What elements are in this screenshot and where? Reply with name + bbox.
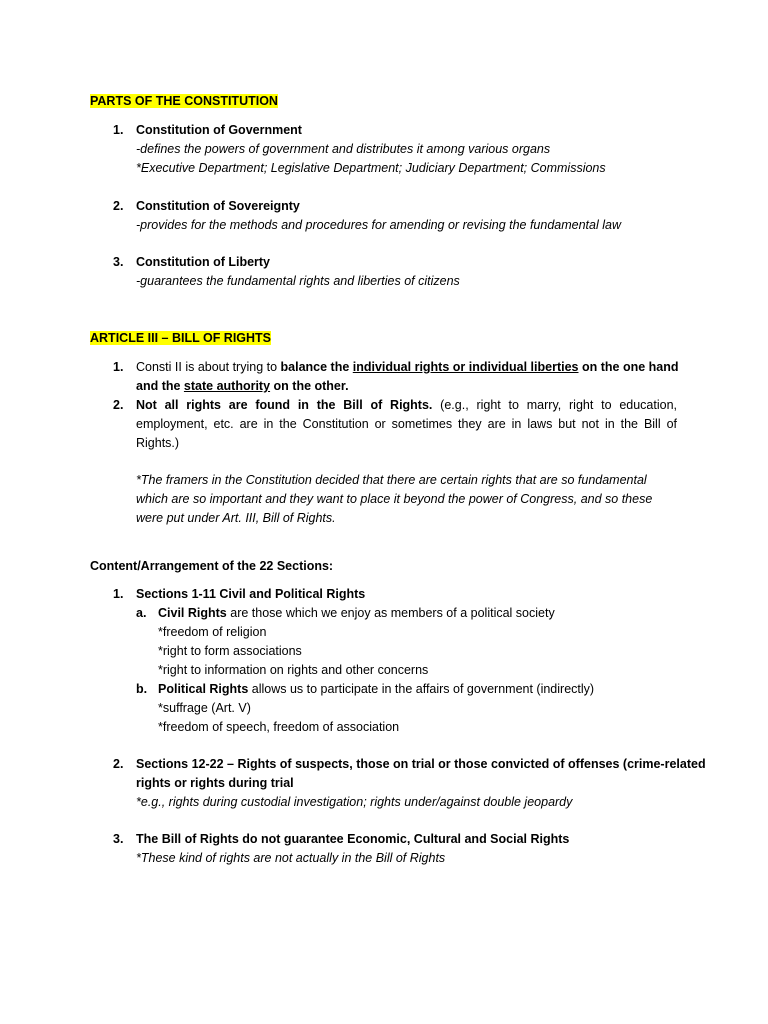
political-rights-term: Political Rights: [158, 682, 249, 696]
framers-note-line-2: which are so important and they want to place it beyond the power of Congress, and so these: [136, 492, 653, 506]
political-rights-item: *suffrage (Art. V): [158, 701, 251, 715]
part-3-title: Constitution of Liberty: [136, 255, 271, 269]
sections-2-title-line-1: Sections 12-22 – Rights of suspects, those on trial or those convicted of offenses (crime-related: [136, 757, 706, 771]
sections-1-number: 1.: [113, 587, 124, 601]
civil-rights-item: *right to information on rights and other concerns: [158, 663, 429, 677]
art3-item-2-bold: Not all rights are found in the Bill of Rights.: [136, 398, 433, 412]
art3-item-1-text-a: Consti II is about trying to: [136, 360, 281, 374]
civil-rights-item: *right to form associations: [158, 644, 302, 658]
framers-note-line-3: were put under Art. III, Bill of Rights.: [136, 511, 336, 525]
political-rights-letter: b.: [136, 682, 148, 696]
political-rights-line: [158, 680, 594, 699]
part-1-description: -defines the powers of government and distributes it among various organs: [136, 142, 551, 156]
political-rights-definition: allows us to participate in the affairs of government (indirectly): [248, 682, 595, 696]
civil-rights-line: [158, 604, 555, 623]
part-1-number: 1.: [113, 123, 124, 137]
sections-3-note: *These kind of rights are not actually in the Bill of Rights: [136, 851, 446, 865]
art3-item-1-text-g: on the other.: [270, 379, 349, 393]
civil-rights-term: Civil Rights: [158, 606, 227, 620]
content-arrangement-heading: Content/Arrangement of the 22 Sections:: [90, 559, 334, 573]
part-2-description: -provides for the methods and procedures for amending or revising the fundamental law: [136, 218, 621, 232]
art3-item-1-line-1: [136, 358, 679, 377]
political-rights-item: *freedom of speech, freedom of association: [158, 720, 400, 734]
art3-item-1-text-c: individual rights or individual liberties: [352, 360, 579, 374]
part-1-note: *Executive Department; Legislative Department; Judiciary Department; Commissions: [136, 161, 606, 175]
art3-item-1-text-e: and the: [136, 379, 184, 393]
part-2-number: 2.: [113, 199, 124, 213]
civil-rights-definition: are those which we enjoy as members of a political society: [226, 606, 555, 620]
sections-2-number: 2.: [113, 757, 124, 771]
part-3-description: -guarantees the fundamental rights and liberties of citizens: [136, 274, 460, 288]
sections-2-note: *e.g., rights during custodial investigation; rights under/against double jeopardy: [136, 795, 573, 809]
civil-rights-letter: a.: [136, 606, 147, 620]
art3-item-1-line-2: [136, 377, 349, 396]
part-2-title: Constitution of Sovereignty: [136, 199, 300, 213]
heading-article-iii-text: ARTICLE III – BILL OF RIGHTS: [90, 331, 272, 345]
sections-1-title: Sections 1-11 Civil and Political Rights: [136, 587, 366, 601]
section-heading-article-iii: [90, 329, 271, 348]
heading-parts-text: PARTS OF THE CONSTITUTION: [90, 94, 278, 108]
part-1-title: Constitution of Government: [136, 123, 302, 137]
art3-item-1-text-f: state authority: [183, 379, 271, 393]
sections-3-number: 3.: [113, 832, 124, 846]
art3-item-1-number: 1.: [113, 360, 124, 374]
art3-item-1-text-d: on the one hand: [578, 360, 679, 374]
art3-item-2-rest: (e.g., right to marry, right to education, employment, etc. are in the Constitution or sometimes they are in laws but not in the Bill of Rights.): [136, 398, 677, 450]
part-3-number: 3.: [113, 255, 124, 269]
sections-3-title: The Bill of Rights do not guarantee Economic, Cultural and Social Rights: [136, 832, 570, 846]
art3-item-1-text-b: balance the: [280, 360, 353, 374]
art3-item-2-paragraph: [136, 396, 677, 453]
art3-item-2-number: 2.: [113, 398, 124, 412]
civil-rights-item: *freedom of religion: [158, 625, 267, 639]
section-heading-parts: [90, 92, 278, 111]
framers-note-line-1: *The framers in the Constitution decided that there are certain rights that are so fundamental: [136, 473, 647, 487]
sections-2-title-line-2: rights or rights during trial: [136, 776, 294, 790]
